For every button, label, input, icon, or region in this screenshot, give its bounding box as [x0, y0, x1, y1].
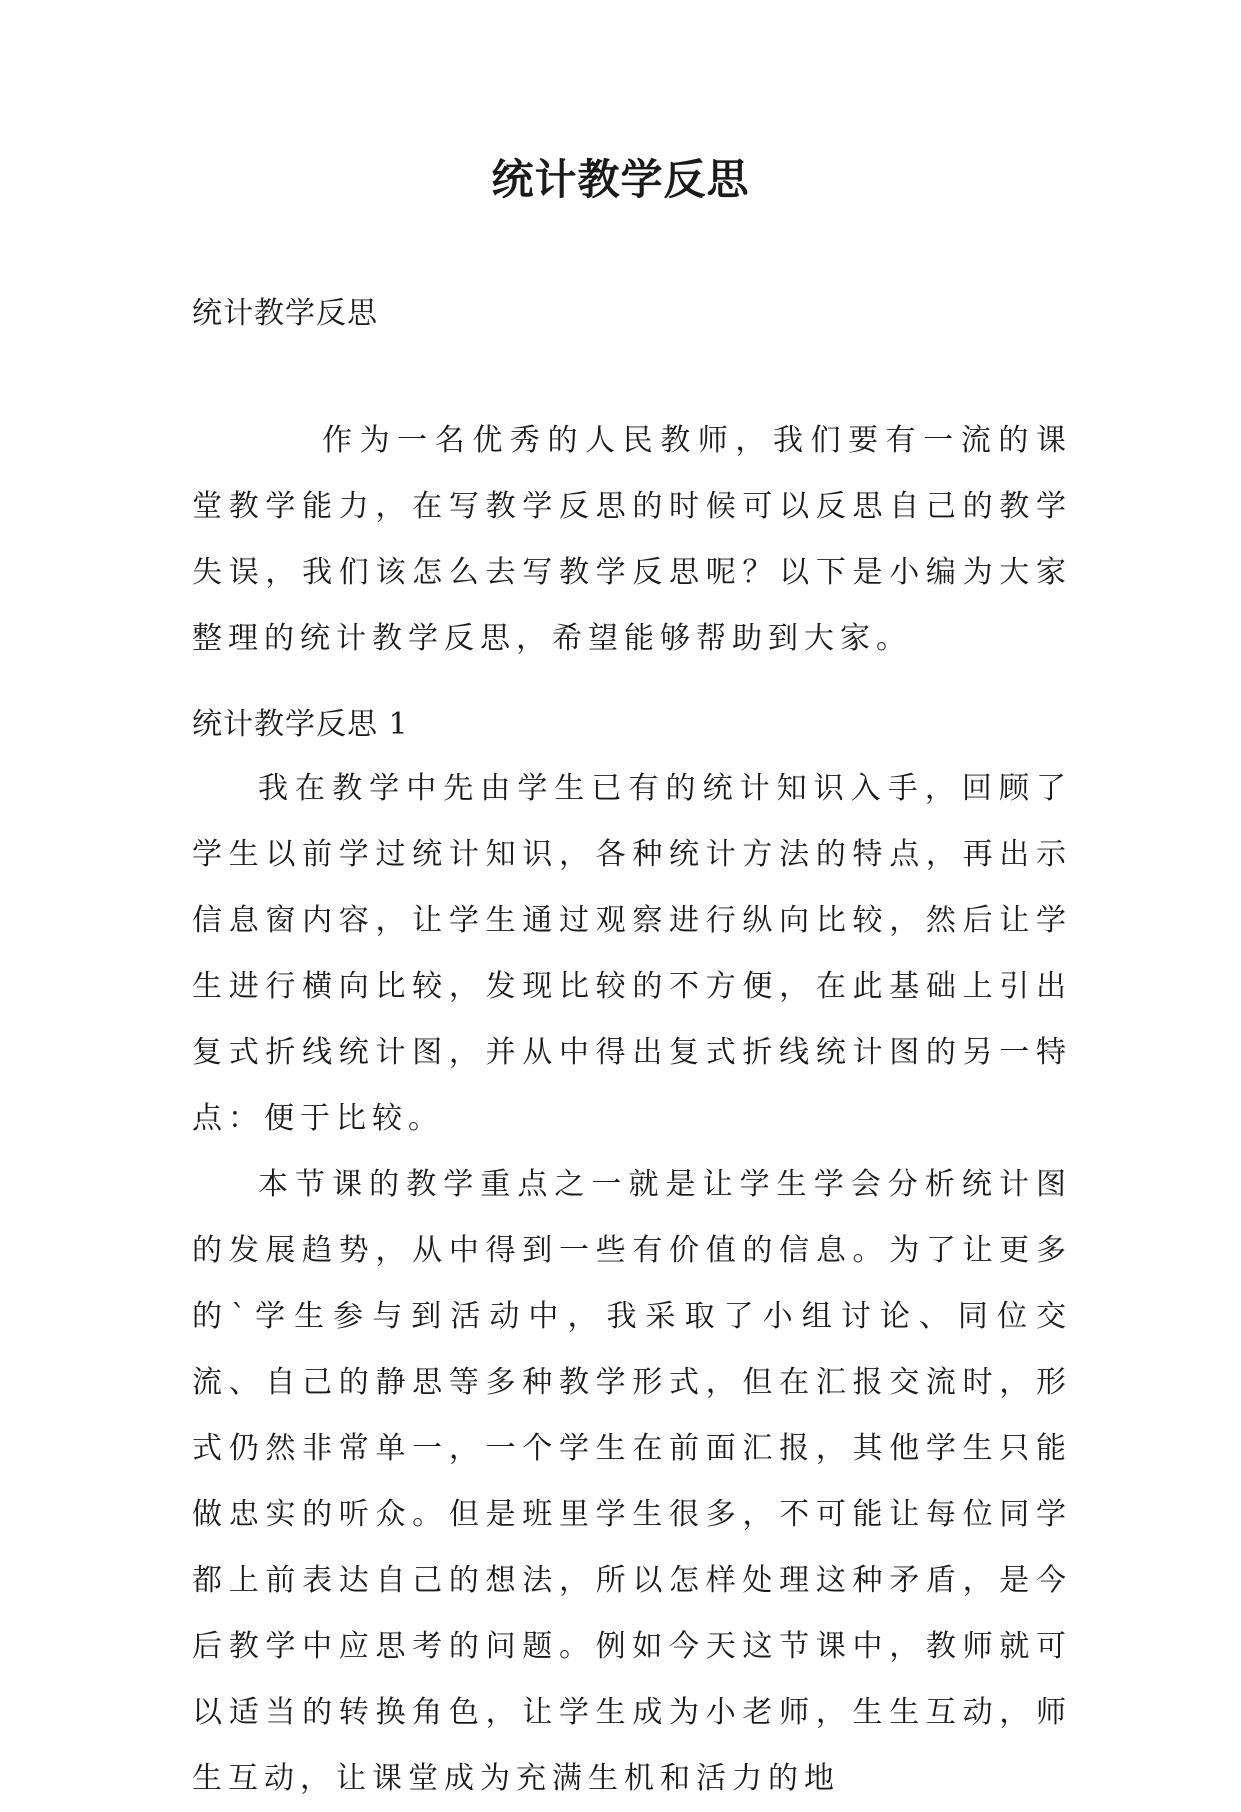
document-title: 统计教学反思: [491, 155, 750, 204]
intro-paragraph: 作为一名优秀的人民教师，我们要有一流的课堂教学能力，在写教学反思的时候可以反思自己的教学失误，我们该怎么去写教学反思呢？以下是小编为大家整理的统计教学反思，希望能够帮助到大家。: [192, 423, 1072, 656]
document-subtitle: 统计教学反思: [192, 296, 378, 331]
body-paragraph-2: 本节课的教学重点之一就是让学生学会分析统计图的发展趋势，从中得到一些有价值的信息。为了让更多的`学生参与到活动中，我采取了小组讨论、同位交流、自己的静思等多种教学形式，但在汇报交流时，形式仍然非常单一，一个学生在前面汇报，其他学生只能做忠实的听众。但是班里学生很多，不可能让每位同学都上前表达自己的想法，所以怎样处理这种矛盾，是今后教学中应思考的问题。例如今天这节课中，教师就可以适当的转换角色，让学生成为小老师，生生互动，师生互动，让课堂成为充满生机和活力的地: [192, 1167, 1072, 1796]
section-body: [192, 756, 1072, 1812]
body-paragraph-1: 我在教学中先由学生已有的统计知识入手，回顾了学生以前学过统计知识，各种统计方法的特点，再出示信息窗内容，让学生通过观察进行纵向比较，然后让学生进行横向比较，发现比较的不方便，在此基础上引出复式折线统计图，并从中得出复式折线统计图的另一特点：便于比较。: [192, 771, 1072, 1136]
section-heading: 统计教学反思 1: [192, 707, 409, 742]
